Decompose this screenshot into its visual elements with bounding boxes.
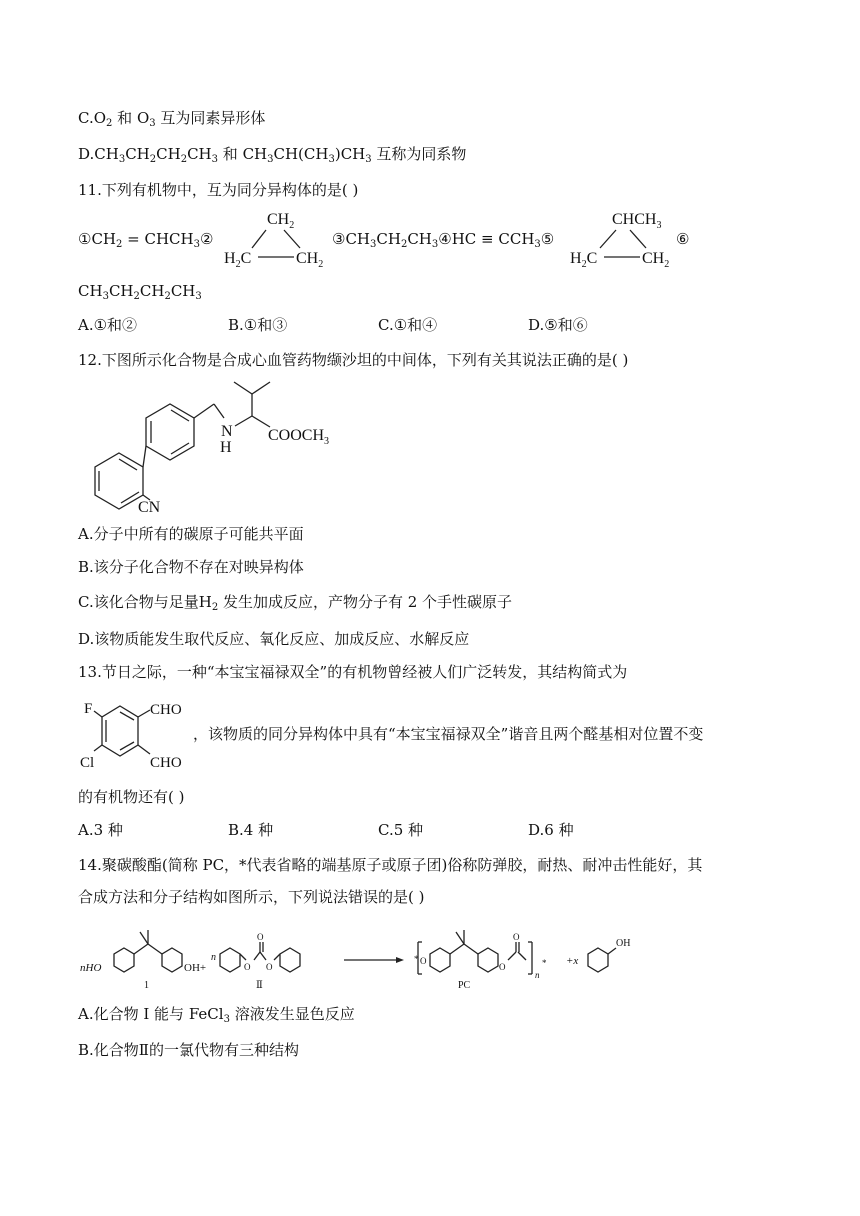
- q13-option-d: D.6 种: [528, 821, 574, 839]
- pc-synthesis-scheme: [78, 922, 678, 992]
- svg-text:OH: OH: [616, 938, 631, 949]
- q13-option-b: B.4 种: [228, 821, 274, 839]
- svg-text:O: O: [266, 962, 273, 972]
- q13-stem-tail: ，该物质的同分异构体中具有“本宝宝福禄双全”谐音且两个醛基相对位置不变: [193, 725, 704, 743]
- svg-text:H2C: $H_2C$: [224, 250, 252, 270]
- svg-text:OH+: OH+: [184, 962, 207, 974]
- svg-text:N: N: [221, 423, 233, 440]
- q12-stem: 12.下图所示化合物是合成心血管药物缬沙坦的中间体，下列有关其说法正确的是( ): [78, 351, 629, 369]
- svg-text:nHO: nHO: [80, 962, 102, 974]
- svg-text:*: *: [414, 954, 419, 964]
- svg-text:n: n: [535, 970, 540, 980]
- q12-option-b: B.该分子化合物不存在对映异构体: [78, 558, 304, 576]
- q10-option-d: $D.CH_3CH_2CH_2CH_3$ 和 $CH_3CH(CH_3)CH_3$ 互称为同系物: [78, 145, 467, 165]
- svg-text:CHO: CHO: [150, 702, 182, 718]
- svg-text:H: H: [220, 439, 232, 456]
- svg-text:PC: PC: [458, 980, 471, 991]
- svg-text:+x: +x: [566, 955, 579, 967]
- q11-item-6-num: ⑥: [676, 230, 690, 248]
- valsartan-intermediate-structure: [74, 372, 364, 518]
- q13-stem: 13.节日之际，一种“本宝宝福禄双全”的有机物曾经被人们广泛转发，其结构简式为: [78, 663, 628, 681]
- svg-text:CN: CN: [138, 499, 161, 516]
- q11-item-1: $①CH_2$ = $CHCH_3②$: [78, 230, 214, 250]
- methylcyclopropane-structure: [568, 208, 678, 270]
- svg-text:CHCH3: $CHCH_3$: [612, 211, 662, 231]
- svg-text:F: F: [84, 701, 93, 717]
- q11-option-c: C.①和④: [378, 316, 438, 334]
- q13-option-c: C.5 种: [378, 821, 424, 839]
- svg-text:Cl: Cl: [80, 755, 95, 771]
- q14-stem-2: 合成方法和分子结构如图所示，下列说法错误的是( ): [78, 888, 425, 906]
- svg-text:CHO: CHO: [150, 755, 182, 771]
- svg-text:n: n: [211, 952, 216, 963]
- q11-option-d: D.⑤和⑥: [528, 316, 588, 334]
- svg-text:*: *: [542, 958, 547, 968]
- q14-stem-1: 14.聚碳酸酯(简称 PC，*代表省略的端基原子或原子团)俗称防弹胶，耐热、耐冲击性能好，其: [78, 856, 703, 874]
- svg-text:COOCH3: $COOCH_3$: [268, 427, 330, 447]
- svg-text:CH2: $CH_2$: [267, 211, 295, 231]
- q14-option-a: A.化合物 I 能与 FeCl$_3$ 溶液发生显色反应: [78, 1005, 355, 1025]
- q12-option-c: C.该化合物与足量$H_2$ 发生加成反应，产物分子有 2 个手性碳原子: [78, 593, 513, 613]
- q11-item-6: $CH_3CH_2CH_2CH_3$: [78, 282, 202, 302]
- q10-option-c: $C.O_2$ 和 $O_3$ 互为同素异形体: [78, 109, 266, 129]
- svg-text:1: 1: [144, 980, 149, 991]
- q11-item-3-4: $③CH_3CH_2CH_3④HC$ ≡ $CCH_3⑤$: [332, 230, 555, 250]
- svg-text:O: O: [244, 962, 251, 972]
- dialdehyde-structure: [78, 694, 194, 774]
- q13-option-a: A.3 种: [78, 821, 123, 839]
- svg-text:O: O: [513, 932, 520, 942]
- q12-option-d: D.该物质能发生取代反应、氧化反应、加成反应、水解反应: [78, 630, 470, 648]
- svg-text:O: O: [257, 932, 264, 942]
- cyclopropane-structure: [222, 208, 332, 270]
- svg-text:CH2: $CH_2$: [296, 250, 324, 270]
- q11-stem: 11.下列有机物中，互为同分异构体的是( ): [78, 181, 359, 199]
- q13-stem-2: 的有机物还有( ): [78, 788, 185, 806]
- q11-option-b: B.①和③: [228, 316, 288, 334]
- svg-text:CH2: $CH_2$: [642, 250, 670, 270]
- svg-text:Ⅱ: Ⅱ: [256, 980, 263, 991]
- q12-option-a: A.分子中所有的碳原子可能共平面: [78, 525, 304, 543]
- svg-text:O: O: [499, 962, 506, 972]
- svg-text:H2C: $H_2C$: [570, 250, 598, 270]
- svg-text:O: O: [420, 956, 427, 966]
- q11-option-a: A.①和②: [78, 316, 138, 334]
- q14-option-b: B.化合物Ⅱ的一氯代物有三种结构: [78, 1041, 299, 1059]
